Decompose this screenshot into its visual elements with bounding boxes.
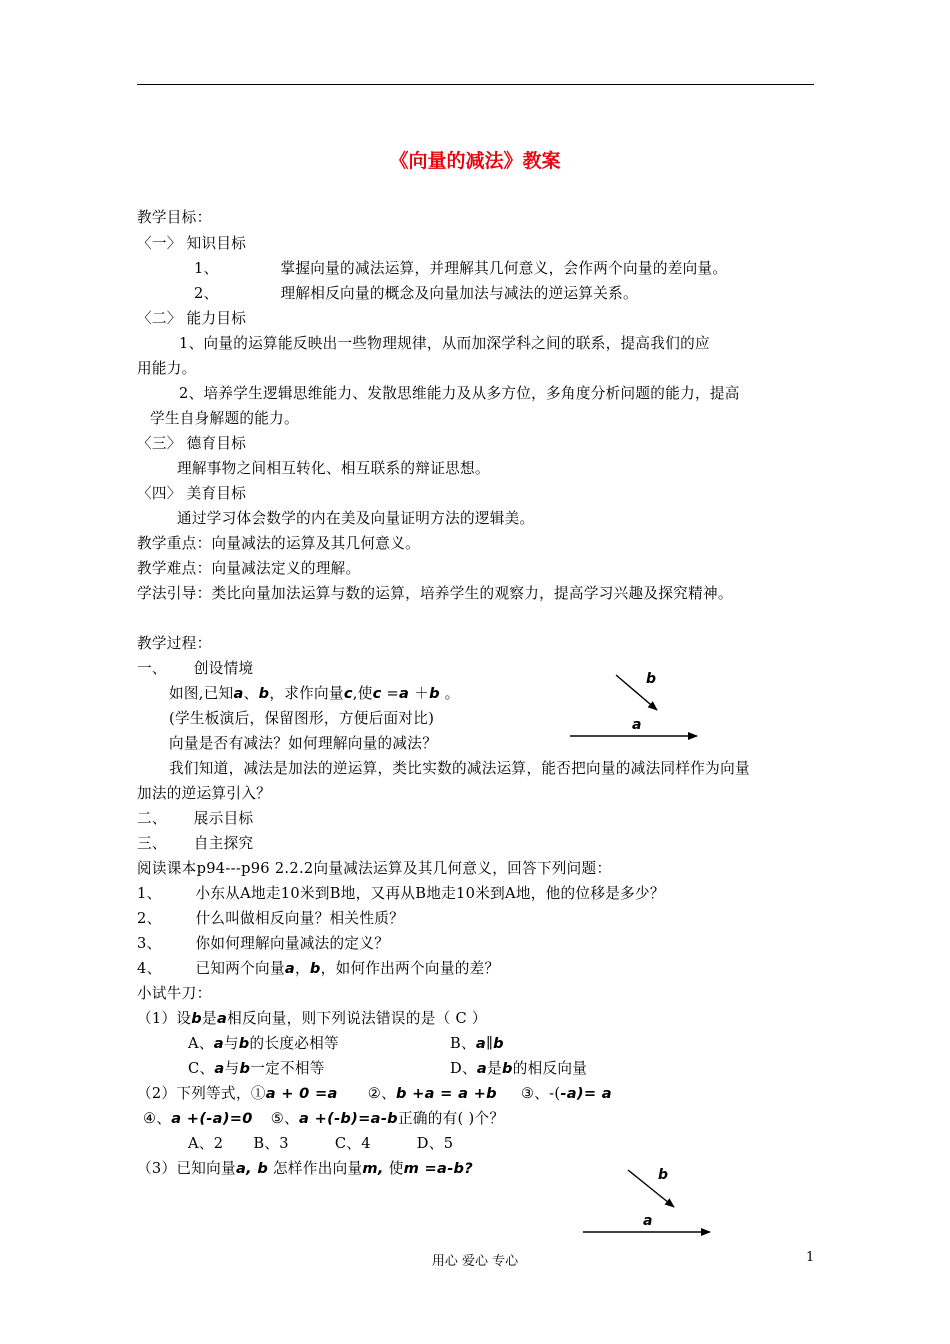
teaching-key-point: 教学重点：向量减法的运算及其几何意义。	[137, 535, 420, 552]
text-run: ，	[295, 960, 310, 977]
text-run: （3）已知向量	[137, 1160, 236, 1177]
intro-question-2: 向量是否有减法？如何理解向量的减法？	[169, 735, 438, 752]
item-number: 4、	[137, 960, 162, 977]
text-run: 使	[388, 1160, 404, 1177]
moral-heading: 〈三〉 德育目标	[137, 435, 247, 452]
option: C、4	[334, 1135, 371, 1152]
text-run: （1）设	[137, 1010, 192, 1027]
section-1	[137, 659, 253, 679]
vector-symbol: m,	[362, 1160, 384, 1177]
vector-symbol: a	[213, 1035, 224, 1052]
text-run: 一定不相等	[250, 1060, 325, 1077]
section-number: 三、	[137, 835, 167, 852]
vector-symbol: a	[476, 1060, 488, 1077]
text-run: ③、-(	[520, 1085, 561, 1102]
ability-item-1-line-2: 用能力。	[137, 360, 197, 377]
item-number: 1、	[194, 260, 219, 277]
intro-paragraph-line-2: 加法的逆运算引入？	[137, 785, 272, 802]
vector-a-label: a	[632, 717, 642, 733]
formula: -a	[560, 1085, 577, 1102]
section-number: 二、	[137, 810, 167, 827]
section-3	[137, 834, 253, 854]
question-4	[137, 959, 499, 979]
teaching-difficulty: 教学难点：向量减法定义的理解。	[137, 560, 361, 577]
exercise-2-options	[188, 1134, 453, 1154]
aesthetic-text: 通过学习体会数学的内在美及向量证明方法的逻辑美。	[177, 510, 535, 527]
formula: a +(-b)=a-b	[299, 1110, 398, 1127]
formula: )= a	[576, 1085, 612, 1102]
vector-symbol: b	[258, 685, 270, 702]
intro-question	[169, 684, 460, 704]
formula: m =a-b?	[403, 1160, 474, 1177]
reading-instruction: 阅读课本p94---p96 2.2.2向量减法运算及其几何意义，回答下列问题：	[137, 860, 612, 877]
item-text: 掌握向量的减法运算，并理解其几何意义，会作两个向量的差向量。	[280, 260, 728, 277]
question-1	[137, 884, 665, 904]
knowledge-heading: 〈一〉 知识目标	[137, 235, 247, 252]
vector-symbol: a	[214, 1060, 225, 1077]
moral-text: 理解事物之间相互转化、相互联系的辩证思想。	[177, 460, 490, 477]
vector-symbol: b	[238, 1035, 250, 1052]
text-run: 是	[202, 1010, 217, 1027]
vector-symbol: b	[501, 1060, 513, 1077]
text-run: 与	[224, 1060, 240, 1077]
exercise-1-option-a	[188, 1034, 339, 1054]
ability-item-2-line-2: 学生自身解题的能力。	[150, 410, 299, 427]
section-title: 展示目标	[193, 810, 254, 827]
vector-symbol: c	[372, 685, 382, 702]
text-run: ,使	[352, 685, 373, 702]
item-text: 理解相反向量的概念及向量加法与减法的逆运算关系。	[280, 285, 638, 302]
ability-item-2-line-1: 2、培养学生逻辑思维能力、发散思维能力及从多方位，多角度分析问题的能力，提高	[179, 385, 740, 402]
ability-heading: 〈二〉 能力目标	[137, 310, 247, 327]
vector-b-label: b	[658, 1167, 669, 1183]
exercise-2-line-1	[137, 1084, 612, 1104]
item-number: 3、	[137, 935, 162, 952]
text-run: 怎样作出向量	[273, 1160, 363, 1177]
formula: b +a = a +b	[395, 1085, 497, 1102]
vector-symbol: b	[309, 960, 321, 977]
vector-symbol: a	[216, 1010, 228, 1027]
page-title: 《向量的减法》教案	[389, 150, 561, 172]
text-run: 。	[444, 685, 460, 702]
text-run: ，求作向量	[269, 685, 344, 702]
vector-symbol: a	[475, 1035, 487, 1052]
section-title: 自主探究	[193, 835, 254, 852]
text-run: 、	[243, 685, 259, 702]
item-number: 2、	[137, 910, 162, 927]
text-run: 正确的有( )个？	[397, 1110, 505, 1127]
learning-method: 学法引导：类比向量加法运算与数的运算，培养学生的观察力，提高学习兴趣及探究精神。	[137, 585, 733, 602]
intro-note: (学生板演后，保留图形，方便后面对比)	[169, 710, 435, 727]
vector-figure-1	[560, 665, 710, 745]
text-run: ②、	[367, 1085, 396, 1102]
item-text: 你如何理解向量减法的定义？	[195, 935, 390, 952]
formula: a + 0 =a	[265, 1085, 338, 1102]
text-run: 与	[223, 1035, 239, 1052]
exercise-1-option-c	[188, 1059, 325, 1079]
aesthetic-heading: 〈四〉 美育目标	[137, 485, 247, 502]
vector-b-label: b	[646, 671, 657, 687]
intro-paragraph-line-1: 我们知道，减法是加法的逆运算，类比实数的减法运算，能否把向量的减法同样作为向量	[169, 760, 750, 777]
vector-figure-2	[578, 1160, 728, 1240]
option-letter: A、	[188, 1035, 214, 1052]
text-run: ，如何作出两个向量的差？	[320, 960, 500, 977]
vector-symbol: a	[233, 685, 244, 702]
exercise-2-line-2	[143, 1109, 504, 1129]
vector-symbol: b	[493, 1035, 504, 1052]
page-number: 1	[806, 1250, 815, 1265]
text-run: 相反向量，则下列说法错误的是（ C ）	[227, 1010, 487, 1027]
vector-symbol: a	[284, 960, 296, 977]
vector-symbol: a, b	[235, 1160, 269, 1177]
text-run: ＋	[414, 685, 430, 702]
vector-symbol: b	[429, 685, 440, 702]
option-letter: D、	[450, 1060, 477, 1077]
option: A、2	[188, 1135, 224, 1152]
question-3	[137, 934, 389, 954]
knowledge-item-1	[194, 259, 727, 279]
option-letter: C、	[188, 1060, 215, 1077]
item-text: 小东从A地走10米到B地，又再从B地走10米到A地，他的位移是多少？	[195, 885, 665, 902]
option-letter: B、	[450, 1035, 476, 1052]
text-run: ⑤、	[270, 1110, 300, 1127]
vector-a-label: a	[643, 1213, 653, 1229]
process-heading: 教学过程：	[137, 635, 212, 652]
question-2	[137, 909, 404, 929]
item-number: 1、	[137, 885, 162, 902]
text-run: 是	[487, 1060, 502, 1077]
section-2	[137, 809, 253, 829]
objectives-heading: 教学目标：	[137, 209, 212, 226]
vector-symbol: b	[239, 1060, 251, 1077]
exercise-1	[137, 1009, 487, 1029]
page-footer: 用心 爱心 专心	[431, 1254, 519, 1269]
vector-symbol: a	[399, 685, 410, 702]
item-text: 什么叫做相反向量？相关性质？	[195, 910, 404, 927]
text-run: 的长度必相等	[249, 1035, 339, 1052]
section-number: 一、	[137, 660, 167, 677]
practice-heading: 小试牛刀：	[137, 985, 212, 1002]
option: B、3	[253, 1135, 289, 1152]
vector-symbol: b	[191, 1010, 203, 1027]
exercise-3	[137, 1159, 473, 1179]
item-number: 2、	[194, 285, 219, 302]
formula: a +(-a)=0	[171, 1110, 253, 1127]
text-run: 如图,已知	[169, 685, 234, 702]
section-title: 创设情境	[193, 660, 254, 677]
option: D、5	[416, 1135, 454, 1152]
text-run: =	[386, 685, 400, 702]
header-rule	[137, 84, 814, 85]
exercise-1-option-d	[450, 1059, 587, 1079]
text-run: 的相反向量	[512, 1060, 588, 1077]
knowledge-item-2	[194, 284, 638, 304]
vector-symbol: c	[343, 685, 353, 702]
text-run: （2）下列等式，①	[137, 1085, 266, 1102]
ability-item-1-line-1: 1、向量的运算能反映出一些物理规律，从而加深学科之间的联系，提高我们的应	[179, 335, 710, 352]
text-run: ④、	[143, 1110, 172, 1127]
text-run: 已知两个向量	[195, 960, 285, 977]
text-run: ∥	[486, 1035, 494, 1052]
exercise-1-option-b	[450, 1034, 504, 1054]
